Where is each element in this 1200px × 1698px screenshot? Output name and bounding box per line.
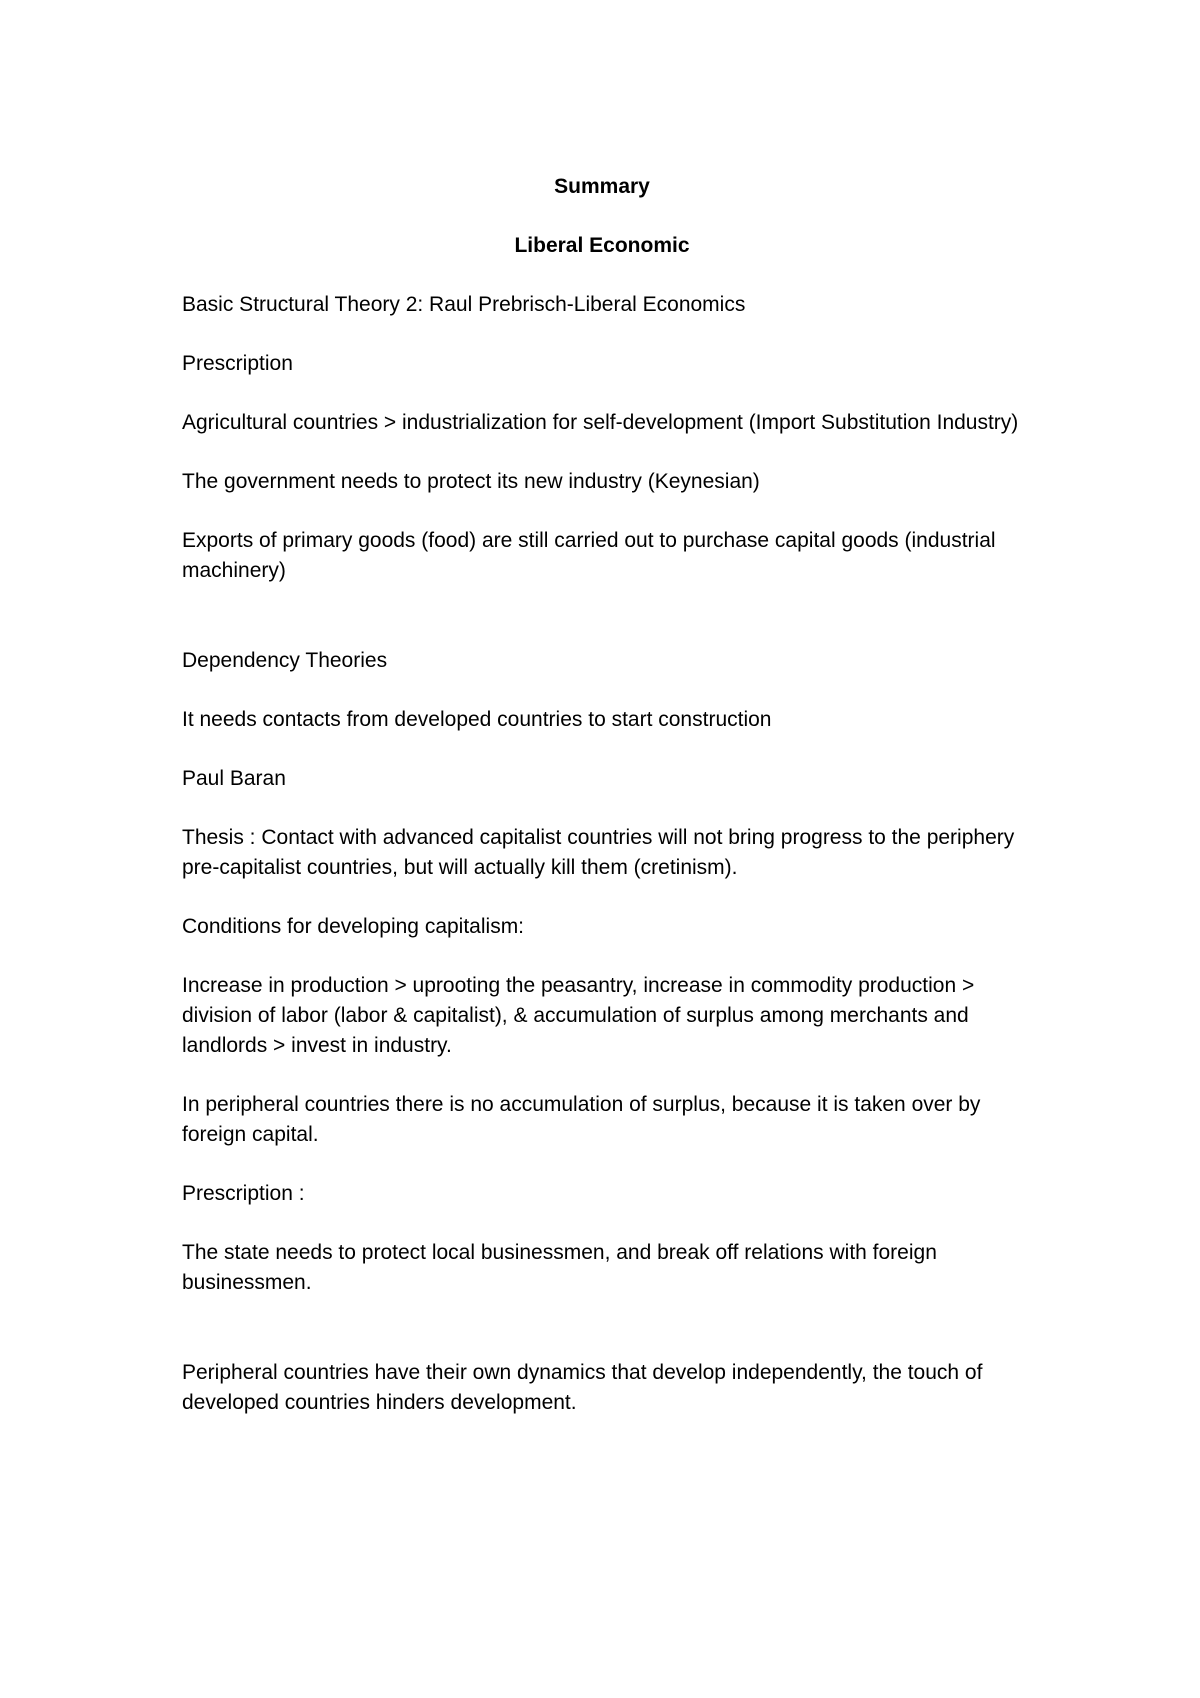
- paragraph-thesis: Thesis : Contact with advanced capitalist countries will not bring progress to the periphery pre-capitalist countries, but will actually kill them (cretinism).: [182, 826, 1015, 879]
- paragraph-government: The government needs to protect its new industry (Keynesian): [182, 470, 760, 493]
- paragraph-paul-baran: Paul Baran: [182, 767, 286, 790]
- paragraph-conditions-heading: Conditions for developing capitalism:: [182, 915, 525, 938]
- paragraph-theory-heading: Basic Structural Theory 2: Raul Prebrisch-Liberal Economics: [182, 293, 746, 316]
- paragraph-prescription-heading: Prescription: [182, 352, 293, 375]
- paragraph-contacts: It needs contacts from developed countries to start construction: [182, 708, 772, 731]
- paragraph-peripheral-dynamics: Peripheral countries have their own dynamics that develop independently, the touch of developed countries hinders development.: [182, 1361, 983, 1414]
- paragraph-agricultural: Agricultural countries > industrialization for self-development (Import Substitution Industry): [182, 411, 1019, 434]
- document-title: Summary: [554, 175, 650, 198]
- paragraph-production: Increase in production > uprooting the peasantry, increase in commodity production > division of labor (labor & capitalist), & accumulation of surplus among merchants and landlords > invest in industry.: [182, 974, 975, 1057]
- document-body: [182, 172, 1022, 1447]
- document-subtitle: Liberal Economic: [514, 234, 690, 257]
- paragraph-dependency-heading: Dependency Theories: [182, 649, 388, 672]
- paragraph-prescription-colon: Prescription :: [182, 1182, 305, 1205]
- paragraph-state: The state needs to protect local businessmen, and break off relations with foreign businessmen.: [182, 1241, 937, 1294]
- paragraph-exports: Exports of primary goods (food) are still carried out to purchase capital goods (industrial machinery): [182, 529, 996, 582]
- paragraph-peripheral-surplus: In peripheral countries there is no accumulation of surplus, because it is taken over by foreign capital.: [182, 1093, 981, 1146]
